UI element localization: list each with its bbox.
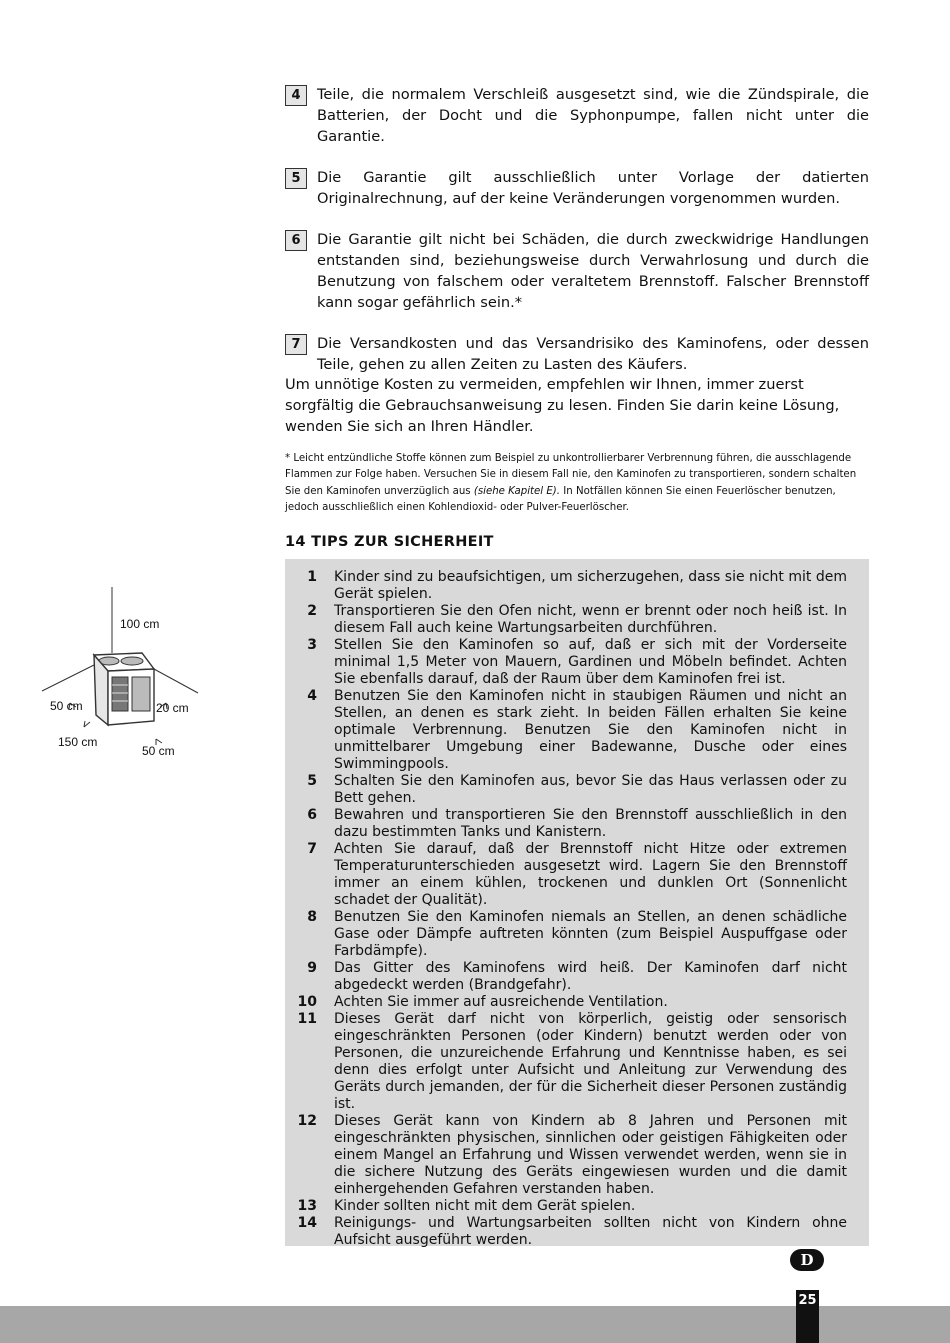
tip-number: 1: [307, 569, 317, 585]
tip-text: Achten Sie darauf, daß der Brennstoff nicht Hitze oder extremen Temperaturunterschieden ausgesetzt wird. Lagern Sie den Brennstoff immer an einem kühlen, trockenen und dunklen Ort (Sonnenlicht schadet der Qualität).: [334, 841, 847, 908]
tip-text: Benutzen Sie den Kaminofen nicht in staubigen Räumen und nicht an Stellen, an denen es stark zieht. In beiden Fällen erhalten Sie keine optimale Verbrennung. Benutzen Sie den Kaminofen nicht in unmittelbarer Umgebung einer Badewanne, Dusche oder eines Swimmingpools.: [334, 688, 847, 772]
tip-text: Reinigungs- und Wartungsarbeiten sollten nicht von Kindern ohne Aufsicht ausgeführt werden.: [334, 1215, 847, 1248]
safety-tips-box: [285, 559, 869, 1246]
warranty-item: [285, 84, 869, 147]
tip-item: [285, 1215, 869, 1249]
tip-item: [285, 1011, 869, 1113]
section-title: 14 TIPS ZUR SICHERHEIT: [285, 534, 494, 550]
item-text: Die Garantie gilt ausschließlich unter Vorlage der datierten Originalrechnung, auf der keine Veränderungen vorgenommen wurden.: [317, 169, 869, 207]
tip-text: Achten Sie immer auf ausreichende Ventilation.: [334, 994, 668, 1010]
language-badge: D: [790, 1249, 824, 1271]
tip-number: 3: [307, 637, 317, 653]
left-guide-line: [42, 665, 94, 691]
item-number-box: 6: [285, 230, 307, 251]
tip-number: 8: [307, 909, 317, 925]
footnote: [285, 451, 869, 516]
tip-item: [285, 569, 869, 603]
page-number: 25: [798, 1293, 817, 1308]
label-left: 50 cm: [50, 699, 83, 713]
right-guide-line: [154, 669, 198, 693]
item-number-box: 5: [285, 168, 307, 189]
tip-number: 9: [307, 960, 317, 976]
warranty-item: [285, 333, 869, 375]
safety-tips-list: [285, 559, 869, 1249]
item-number-box: 4: [285, 85, 307, 106]
heater-window: [132, 677, 150, 711]
heater-top-panel: [121, 657, 143, 665]
tip-item: [285, 688, 869, 773]
tip-text: Kinder sind zu beaufsichtigen, um sicherzugehen, dass sie nicht mit dem Gerät spielen.: [334, 569, 847, 602]
tip-number: 2: [307, 603, 317, 619]
tip-item: [285, 1198, 869, 1215]
footnote-text-end: In Notfällen können Sie einen Feuerlöscher benutzen, jedoch ausschließlich einen Kohlendioxid- oder Pulver-Feuerlöscher.: [285, 485, 836, 513]
tip-number: 10: [297, 994, 317, 1010]
tip-number: 5: [307, 773, 317, 789]
tip-number: 6: [307, 807, 317, 823]
tip-item: [285, 960, 869, 994]
label-front: 150 cm: [58, 735, 98, 749]
tip-text: Stellen Sie den Kaminofen so auf, daß er sich mit der Vorderseite minimal 1,5 Meter von Mauern, Gardinen und Möbeln befindet. Achten Sie ebenfalls darauf, daß der Raum über dem Kaminofen frei ist.: [334, 637, 847, 687]
tip-item: [285, 807, 869, 841]
tip-item: [285, 841, 869, 909]
tip-item: [285, 603, 869, 637]
tip-text: Kinder sollten nicht mit dem Gerät spielen.: [334, 1198, 636, 1214]
label-top: 100 cm: [120, 617, 160, 631]
tip-item: [285, 773, 869, 807]
clearance-diagram: [38, 585, 208, 765]
label-right: 20 cm: [156, 701, 189, 715]
tip-item: [285, 994, 869, 1011]
tip-text: Dieses Gerät kann von Kindern ab 8 Jahren und Personen mit eingeschränkten physischen, sinnlichen oder geistigen Fähigkeiten oder einem Mangel an Erfahrung und Wissen verwendet werden, wenn sie in die sichere Nutzung des Geräts eingewiesen wurden und die damit einhergehenden Gefahren verstanden haben.: [334, 1113, 847, 1197]
tip-text: Bewahren und transportieren Sie den Brennstoff ausschließlich in den dazu bestimmten Tanks und Kanistern.: [334, 807, 847, 840]
footnote-reference: (siehe Kapitel E).: [473, 485, 561, 497]
tip-item: [285, 1113, 869, 1198]
tip-number: 7: [307, 841, 317, 857]
tip-number: 4: [307, 688, 317, 704]
tip-text: Schalten Sie den Kaminofen aus, bevor Sie das Haus verlassen oder zu Bett gehen.: [334, 773, 847, 806]
front-arrow-icon: [84, 721, 90, 727]
tip-number: 13: [297, 1198, 317, 1214]
tip-number: 14: [297, 1215, 317, 1231]
tip-item: [285, 637, 869, 688]
tip-item: [285, 909, 869, 960]
tip-text: Benutzen Sie den Kaminofen niemals an Stellen, an denen schädliche Gase oder Dämpfe auftreten könnten (zum Beispiel Auspuffgase oder Farbdämpfe).: [334, 909, 847, 959]
tip-text: Das Gitter des Kaminofens wird heiß. Der Kaminofen darf nicht abgedeckt werden (Brandgefahr).: [334, 960, 847, 993]
item-text: Die Versandkosten und das Versandrisiko des Kaminofens, oder dessen Teile, gehen zu allen Zeiten zu Lasten des Käufers.: [317, 335, 869, 373]
tip-number: 11: [297, 1011, 317, 1027]
tip-text: Transportieren Sie den Ofen nicht, wenn er brennt oder noch heiß ist. In diesem Fall auch keine Wartungsarbeiten durchführen.: [334, 603, 847, 636]
warranty-list: [285, 84, 869, 395]
intro-paragraph: Um unnötige Kosten zu vermeiden, empfehlen wir Ihnen, immer zuerst sorgfältig die Gebrauchsanweisung zu lesen. Finden Sie darin keine Lösung, wenden Sie sich an Ihren Händler.: [285, 376, 840, 435]
tip-number: 12: [297, 1113, 317, 1129]
item-number-box: 7: [285, 334, 307, 355]
warranty-item: [285, 167, 869, 209]
item-text: Teile, die normalem Verschleiß ausgesetzt sind, wie die Zündspirale, die Batterien, der Docht und die Syphonpumpe, fallen nicht unter die Garantie.: [317, 86, 869, 145]
item-text: Die Garantie gilt nicht bei Schäden, die durch zweckwidrige Handlungen entstanden sind, beziehungsweise durch Verwahrlosung und durch die Benutzung von falschem oder veraltetem Brennstoff. Falscher Brennstoff kann sogar gefährlich sein.*: [317, 231, 869, 311]
heater-grille: [112, 677, 128, 711]
label-bottom: 50 cm: [142, 744, 175, 758]
tip-text: Dieses Gerät darf nicht von körperlich, geistig oder sensorisch eingeschränkten Personen (oder Kindern) benutzt werden oder von Personen, die unzureichende Erfahrung und Kenntnisse haben, es sei denn dies erfolgt unter Aufsicht und Anleitung zur Verwendung des Geräts durch jemanden, der für die Sicherheit dieser Personen zuständig ist.: [334, 1011, 847, 1112]
footnote-text: * Leicht entzündliche Stoffe können zum Beispiel zu unkontrollierbarer Verbrennung führen, die ausschlagende Flammen zur Folge haben. Versuchen Sie in diesem Fall nie, den Kaminofen zu transportieren, sondern schalten Sie den Kaminofen unverzüglich aus: [285, 453, 857, 497]
warranty-item: [285, 229, 869, 313]
